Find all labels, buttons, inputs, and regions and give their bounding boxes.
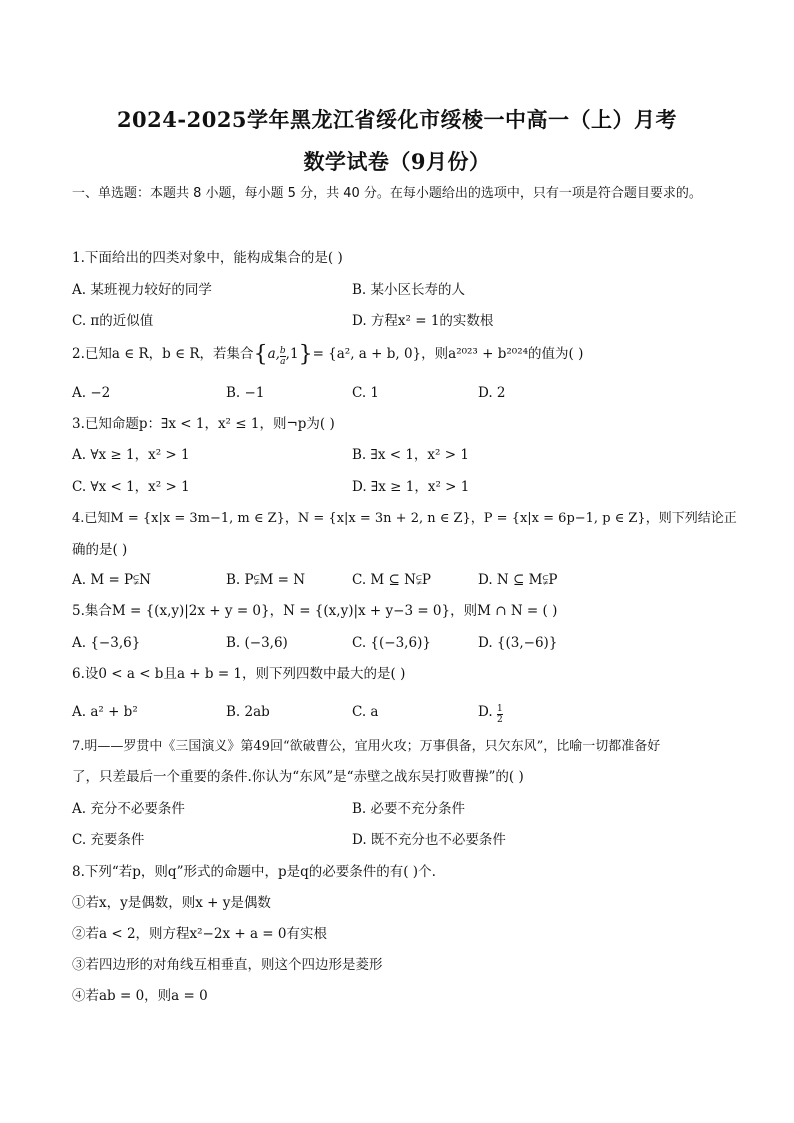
q8-item-2: ②若a < 2，则方程x²−2x + a = 0有实根 [72,926,327,942]
q8-item-4: ④若ab = 0，则a = 0 [72,988,208,1004]
q5-stem: 5.集合M = {(x,y)|2x + y = 0}，N = {(x,y)|x + y−3 = 0}，则M ∩ N = ( ) [72,603,558,619]
exam-title-line2: 数学试卷（9月份） [303,149,491,174]
q5-option-a: A. {−3,6} [72,635,141,651]
q1-stem: 1.下面给出的四类对象中，能构成集合的是( ) [72,250,343,266]
left-brace-glyph: { [253,342,268,367]
right-brace-glyph: } [298,342,313,367]
fraction-numerator: 1 [496,704,503,714]
q7-stem-line1: 7.明——罗贯中《三国演义》第49回“欲破曹公，宜用火攻；万事俱备，只欠东风”，比喻一切都准备好 [72,739,661,754]
q4-stem-line2: 确的是( ) [72,542,128,558]
q8-stem: 8.下列“若p，则q”形式的命题中，p是q的必要条件的有( )个. [72,864,436,880]
q6-option-a: A. a² + b² [72,704,138,720]
q1-option-d: D. 方程x² = 1的实数根 [352,313,494,329]
q3-stem: 3.已知命题p：∃x < 1，x² ≤ 1，则¬p为( ) [72,416,335,432]
q3-option-b: B. ∃x < 1，x² > 1 [352,447,469,463]
fraction-denominator: a [280,357,286,367]
q7-option-b: B. 必要不充分条件 [352,801,466,817]
q2-set-element-a: a, [267,346,280,362]
q3-option-c: C. ∀x < 1，x² > 1 [72,479,190,495]
q5-option-b: B. (−3,6) [226,635,288,651]
q2-option-b: B. −1 [226,385,265,401]
fraction-numerator: b [279,346,286,356]
fraction-denominator: 2 [496,715,503,725]
q4-option-d: D. N ⊆ M⫋P [478,572,558,588]
q3-option-a: A. ∀x ≥ 1，x² > 1 [72,447,190,463]
q5-option-d: D. {(3,−6)} [478,635,558,651]
q6-option-d-prefix: D. [478,704,497,720]
fraction-one-half [497,704,503,725]
q5-option-c: C. {(−3,6)} [352,635,431,651]
q2-option-a: A. −2 [72,385,111,401]
exam-title-line1: 2024-2025学年黑龙江省绥化市绥棱一中高一（上）月考 [116,107,678,132]
q6-option-d [478,702,503,725]
q1-option-b: B. 某小区长寿的人 [352,282,466,298]
q7-option-d: D. 既不充分也不必要条件 [352,832,506,848]
q2-set-element-1: ,1 [285,346,299,362]
q7-stem-line2: 了，只差最后一个重要的条件.你认为“东风”是“赤壁之战东吴打败曹操”的( ) [72,769,524,785]
q2-option-d: D. 2 [478,385,506,401]
q7-option-a: A. 充分不必要条件 [72,801,185,817]
q8-item-3: ③若四边形的对角线互相垂直，则这个四边形是菱形 [72,957,383,973]
q4-option-b: B. P⫋M = N [226,572,306,588]
section-instructions: 一、单选题：本题共 8 小题，每小题 5 分，共 40 分。在每小题给出的选项中，只有一项是符合题目要求的。 [72,186,702,201]
q4-option-c: C. M ⊆ N⫋P [352,572,431,588]
q8-item-1: ①若x，y是偶数，则x + y是偶数 [72,895,271,911]
q2-stem-part1: 2.已知a ∈ R，b ∈ R，若集合 [72,346,254,362]
q6-option-b: B. 2ab [226,704,270,720]
q7-option-c: C. 充要条件 [72,832,145,848]
q4-option-a: A. M = P⫋N [72,572,151,588]
q3-option-d: D. ∃x ≥ 1，x² > 1 [352,479,470,495]
q2-stem [72,344,583,367]
q4-stem-line1: 4.已知M = {x|x = 3m−1, m ∈ Z}，N = {x|x = 3n + 2, n ∈ Z}，P = {x|x = 6p−1, p ∈ Z}，则下列结论正 [72,511,737,526]
q2-option-c: C. 1 [352,385,380,401]
q6-stem: 6.设0 < a < b且a + b = 1，则下列四数中最大的是( ) [72,666,406,682]
q1-option-a: A. 某班视力较好的同学 [72,282,212,298]
q6-option-c: C. a [352,704,379,720]
q1-option-c: C. π的近似值 [72,313,154,329]
q2-stem-part2: = {a², a + b, 0}，则a²⁰²³ + b²⁰²⁴的值为( ) [312,346,584,362]
